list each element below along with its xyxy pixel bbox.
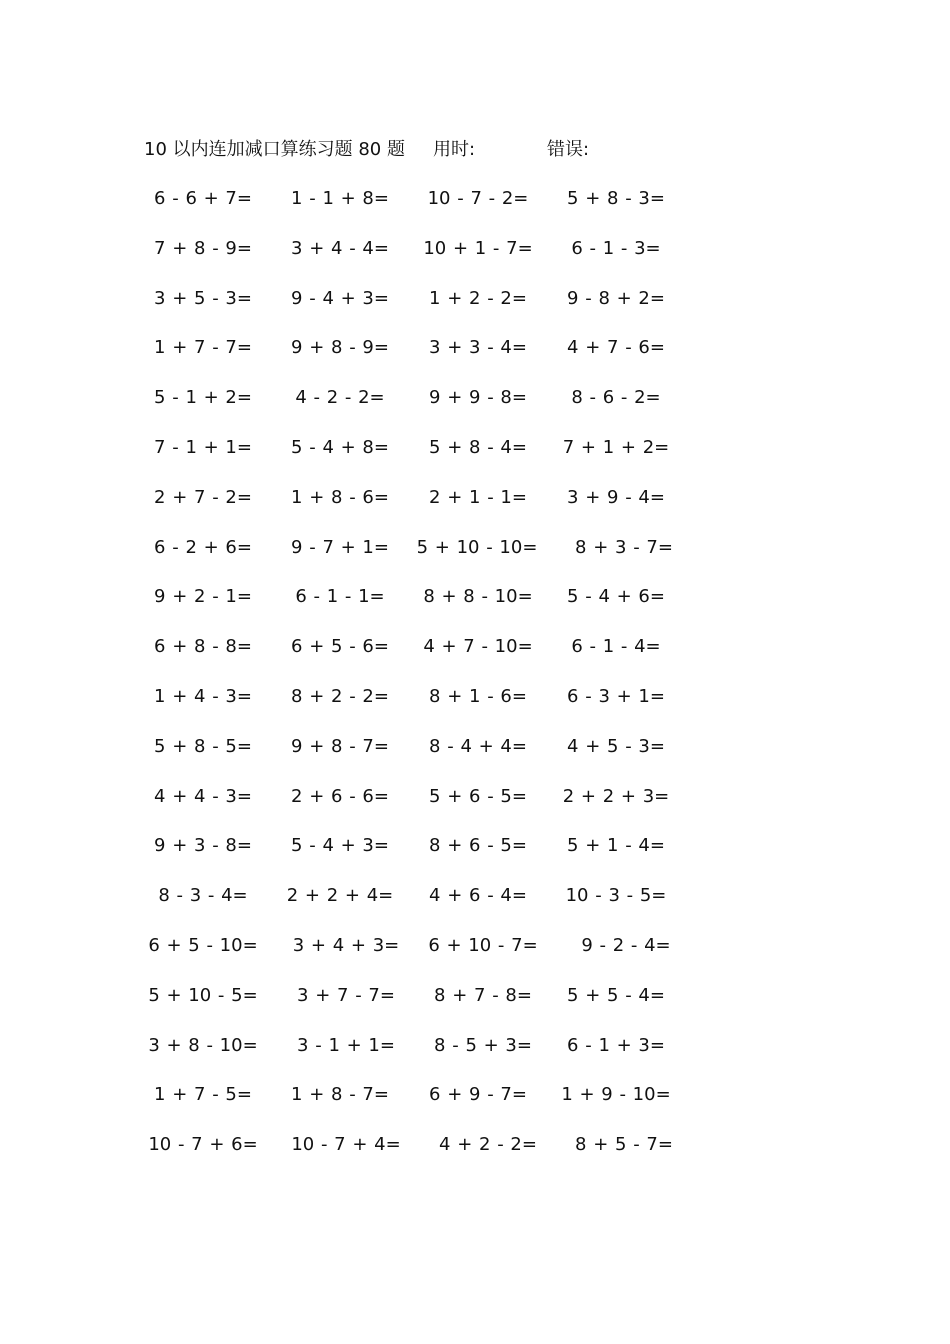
problem-item: 6 - 6 + 7= — [154, 188, 252, 209]
problem-row — [0, 784, 950, 834]
problem-row — [0, 1033, 950, 1083]
problem-row — [0, 335, 950, 385]
problem-item: 5 - 4 + 6= — [567, 586, 665, 608]
problem-item: 5 + 10 - 5= — [148, 984, 258, 1006]
time-used-label: 用时: — [433, 139, 476, 160]
problem-item: 6 - 1 + 3= — [567, 1034, 665, 1056]
problem-row — [0, 535, 950, 585]
problem-item: 8 + 6 - 5= — [429, 835, 527, 857]
problem-item: 6 + 9 - 7= — [429, 1084, 527, 1106]
problem-row — [0, 236, 950, 286]
problem-item: 9 - 7 + 1= — [291, 536, 389, 558]
problem-item: 10 - 7 + 4= — [291, 1134, 401, 1156]
problem-item: 1 + 9 - 10= — [561, 1084, 671, 1106]
problem-row — [0, 186, 950, 236]
problem-item: 2 + 6 - 6= — [291, 785, 389, 807]
problem-item: 10 - 7 + 6= — [148, 1134, 258, 1156]
problem-item: 4 + 2 - 2= — [439, 1134, 537, 1156]
problem-item: 5 + 1 - 4= — [567, 835, 665, 857]
problem-item: 9 + 9 - 8= — [429, 387, 527, 409]
problem-row — [0, 485, 950, 535]
problem-item: 5 - 4 + 8= — [291, 436, 389, 458]
problem-item: 3 + 4 + 3= — [292, 934, 400, 956]
problem-item: 1 + 8 - 7= — [291, 1084, 389, 1106]
problem-item: 9 - 2 - 4= — [581, 934, 671, 956]
problem-item: 9 + 3 - 8= — [154, 835, 252, 857]
problem-item: 10 - 3 - 5= — [565, 885, 667, 907]
problem-item: 7 - 1 + 1= — [154, 436, 252, 458]
problem-item: 5 + 8 - 5= — [154, 735, 252, 757]
problem-row — [0, 584, 950, 634]
problem-item: 4 + 7 - 10= — [423, 636, 533, 658]
problem-item: 8 - 5 + 3= — [434, 1034, 532, 1056]
problem-item: 3 + 9 - 4= — [567, 486, 665, 508]
problem-item: 6 + 10 - 7= — [428, 934, 538, 956]
problem-item: 1 + 2 - 2= — [429, 287, 527, 309]
problem-row — [0, 634, 950, 684]
problem-item: 6 - 1 - 1= — [295, 586, 385, 608]
problem-item: 8 + 2 - 2= — [291, 685, 389, 707]
problem-item: 3 + 7 - 7= — [297, 984, 395, 1006]
problem-item: 8 + 8 - 10= — [423, 586, 533, 608]
problem-item: 3 + 8 - 10= — [148, 1034, 258, 1056]
problem-item: 9 - 4 + 3= — [291, 287, 389, 309]
problem-item: 6 + 5 - 10= — [148, 934, 258, 956]
problem-item: 6 - 1 - 4= — [571, 636, 661, 658]
problem-item: 3 + 4 - 4= — [291, 237, 389, 259]
problem-item: 4 + 6 - 4= — [429, 885, 527, 907]
problem-row — [0, 1132, 950, 1182]
problem-item: 5 + 5 - 4= — [567, 984, 665, 1006]
problem-item: 4 + 7 - 6= — [567, 337, 665, 359]
problem-item: 1 + 7 - 7= — [154, 337, 252, 359]
problem-item: 5 + 10 - 10= — [416, 536, 538, 558]
problem-item: 8 - 4 + 4= — [429, 735, 527, 757]
problem-item: 5 + 6 - 5= — [429, 785, 527, 807]
problem-item: 1 + 8 - 6= — [291, 486, 389, 508]
problem-item: 1 + 4 - 3= — [154, 685, 252, 707]
problem-item: 9 + 8 - 9= — [291, 337, 389, 359]
problem-item: 5 - 4 + 3= — [291, 835, 389, 857]
problem-item: 2 + 2 + 3= — [562, 785, 670, 807]
problem-item: 8 + 1 - 6= — [429, 685, 527, 707]
problem-item: 6 - 2 + 6= — [154, 536, 252, 558]
problem-item: 4 + 5 - 3= — [567, 735, 665, 757]
problem-item: 10 - 7 - 2= — [427, 188, 529, 209]
problem-item: 5 - 1 + 2= — [154, 387, 252, 409]
problem-item: 9 - 8 + 2= — [567, 287, 665, 309]
problem-item: 8 + 7 - 8= — [434, 984, 532, 1006]
problem-row — [0, 684, 950, 734]
problem-row — [0, 435, 950, 485]
problem-item: 6 - 3 + 1= — [567, 685, 665, 707]
problem-item: 8 + 3 - 7= — [575, 536, 673, 558]
problem-item: 2 + 7 - 2= — [154, 486, 252, 508]
problem-row — [0, 833, 950, 883]
problem-item: 8 + 5 - 7= — [575, 1134, 673, 1156]
problem-item: 2 + 1 - 1= — [429, 486, 527, 508]
problem-row — [0, 734, 950, 784]
problem-row — [0, 1082, 950, 1132]
problem-item: 6 + 5 - 6= — [291, 636, 389, 658]
problem-item: 7 + 8 - 9= — [154, 237, 252, 259]
problem-item: 5 + 8 - 4= — [429, 436, 527, 458]
problem-item: 6 + 8 - 8= — [154, 636, 252, 658]
problem-item: 3 + 3 - 4= — [429, 337, 527, 359]
problem-item: 3 - 1 + 1= — [297, 1034, 395, 1056]
worksheet-title: 10 以内连加减口算练习题 80 题 — [144, 139, 405, 160]
problem-item: 1 + 7 - 5= — [154, 1084, 252, 1106]
problem-grid — [0, 186, 950, 1182]
problem-item: 2 + 2 + 4= — [286, 885, 394, 907]
problem-item: 9 + 8 - 7= — [291, 735, 389, 757]
problem-item: 3 + 5 - 3= — [154, 287, 252, 309]
problem-item: 5 + 8 - 3= — [567, 188, 665, 209]
problem-item: 8 - 3 - 4= — [158, 885, 248, 907]
problem-item: 7 + 1 + 2= — [562, 436, 670, 458]
problem-row — [0, 385, 950, 435]
errors-label: 错误: — [547, 139, 590, 160]
problem-row — [0, 983, 950, 1033]
problem-row — [0, 286, 950, 336]
problem-item: 1 - 1 + 8= — [291, 188, 389, 209]
problem-item: 4 + 4 - 3= — [154, 785, 252, 807]
problem-item: 10 + 1 - 7= — [423, 237, 533, 259]
problem-row — [0, 933, 950, 983]
problem-item: 6 - 1 - 3= — [571, 237, 661, 259]
problem-item: 9 + 2 - 1= — [154, 586, 252, 608]
problem-item: 8 - 6 - 2= — [571, 387, 661, 409]
problem-item: 4 - 2 - 2= — [295, 387, 385, 409]
problem-row — [0, 883, 950, 933]
